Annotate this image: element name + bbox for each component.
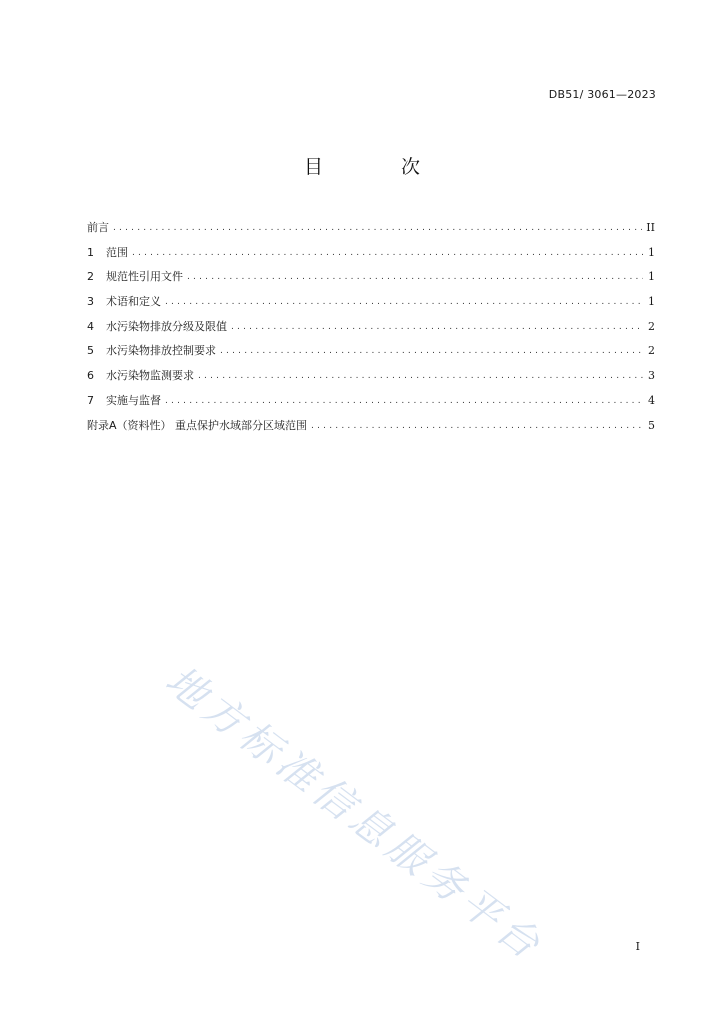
document-code: DB51/ 3061—2023: [548, 88, 656, 101]
toc-entry-number: 2: [87, 270, 94, 284]
toc-leader-dots: [311, 421, 643, 431]
toc-entry-page: 5: [648, 418, 655, 432]
toc-entry-page: 2: [648, 319, 655, 333]
toc-entry-label: 前言: [87, 221, 109, 234]
toc-entry-number: 6: [87, 369, 94, 383]
watermark-text: 地方标准信息服务平台: [156, 657, 552, 971]
toc-entry-label: 规范性引用文件: [106, 270, 183, 284]
toc-entry-label: 附录A（资料性） 重点保护水域部分区域范围: [87, 418, 308, 432]
toc-entry-normative-references[interactable]: [87, 268, 655, 293]
toc-leader-dots: [165, 297, 643, 307]
toc-leader-dots: [231, 322, 643, 332]
toc-entry-foreword[interactable]: [87, 219, 655, 244]
toc-entry-page: 1: [648, 270, 655, 284]
toc-entry-page: 3: [648, 369, 655, 383]
toc-entry-page: II: [646, 221, 655, 234]
toc-entry-page: 2: [648, 344, 655, 358]
toc-entry-label: 术语和定义: [106, 295, 161, 309]
toc-leader-dots: [113, 223, 642, 233]
toc-leader-dots: [220, 346, 643, 356]
toc-entry-number: 7: [87, 393, 94, 407]
toc-entry-implementation[interactable]: [87, 392, 655, 417]
toc-entry-page: 4: [648, 393, 655, 407]
toc-entry-number: 1: [87, 245, 94, 259]
toc-entry-appendix-a[interactable]: [87, 417, 655, 442]
toc-entry-monitoring[interactable]: [87, 367, 655, 392]
page-number: I: [635, 940, 640, 953]
toc-leader-dots: [187, 272, 643, 282]
toc-entry-label: 范围: [106, 245, 128, 259]
toc-entry-label: 水污染物排放分级及限值: [106, 319, 227, 333]
toc-leader-dots: [132, 248, 643, 258]
toc-entry-page: 1: [648, 245, 655, 259]
toc-title: 目 次: [303, 156, 457, 178]
toc-entry-discharge-limits[interactable]: [87, 318, 655, 343]
toc-entry-terms-definitions[interactable]: [87, 293, 655, 318]
table-of-contents: [87, 219, 655, 441]
toc-entry-label: 实施与监督: [106, 393, 161, 407]
toc-entry-page: 1: [648, 295, 655, 309]
toc-entry-label: 水污染物排放控制要求: [106, 344, 216, 358]
toc-leader-dots: [165, 396, 643, 406]
toc-entry-scope[interactable]: [87, 244, 655, 269]
toc-entry-number: 4: [87, 319, 94, 333]
toc-entry-number: 3: [87, 295, 94, 309]
toc-entry-discharge-control[interactable]: [87, 342, 655, 367]
toc-entry-label: 水污染物监测要求: [106, 369, 194, 383]
toc-entry-number: 5: [87, 344, 94, 358]
toc-leader-dots: [198, 371, 643, 381]
